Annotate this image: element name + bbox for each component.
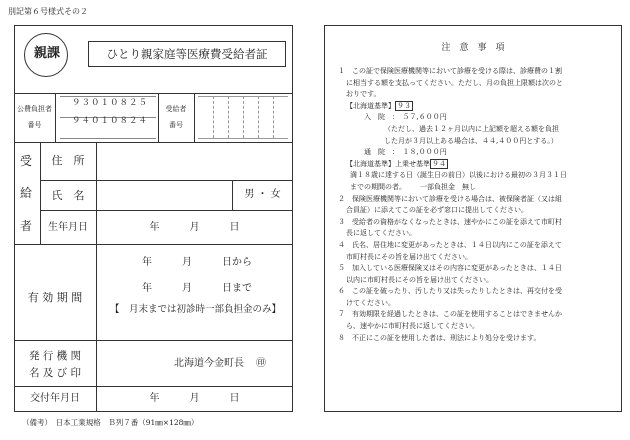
note-line: 長に返してください。	[346, 229, 416, 238]
certificate-title: ひとり親家庭等医療費受給者証	[106, 47, 268, 61]
recipient-char-2: 給	[20, 186, 33, 200]
issuer-label-2: 名 及 び 印	[28, 367, 81, 379]
payer-label-2: 番号	[27, 121, 42, 129]
validity-from: 年 月 日から	[142, 257, 252, 268]
note-line: に相当する額を支払ってください。ただし、月の負担上限額は次のと	[346, 78, 563, 87]
age-row	[338, 182, 610, 194]
form-number: 別記第６号様式その２	[8, 7, 88, 16]
payer-number-1: ９３０１０８２５	[72, 98, 149, 108]
note-line: ７ 有効期限を経過したときは、この証を使用することはできませんか	[338, 310, 562, 319]
note-line: （ただし、過去１２ヶ月以内に上記額を超える額を負担	[384, 124, 559, 133]
name-label: 氏 名	[51, 189, 85, 202]
recipient-number-cells	[198, 96, 288, 138]
recipient-char-3: 者	[20, 219, 33, 233]
note-line: けてください。	[346, 298, 395, 307]
issue-date-value: 年 月 日	[149, 393, 240, 404]
birth-value: 年 月 日	[149, 222, 240, 233]
note-line: 通 院 ： １８,０００円	[364, 148, 447, 157]
standard-row	[338, 101, 610, 113]
recipient-label-2: 番号	[169, 121, 183, 129]
note-line: 入 院 ： ５７,６００円	[364, 113, 447, 122]
note-line: までの期間の者。	[350, 182, 406, 191]
payer-number-2: ９４０１０８２４	[72, 116, 149, 126]
issue-date-label: 交付年月日	[30, 393, 80, 404]
validity-label: 有 効 期 間	[27, 291, 83, 304]
recipient-char-1: 受	[20, 154, 33, 168]
note-line: ８ 不正にこの証を使用した者は、刑法により処分を受けます。	[338, 333, 541, 342]
issuer-value: 北海道今金町長	[174, 358, 244, 369]
birth-label: 生年月日	[48, 222, 88, 233]
note-line: １ この証で保険医療機関等において診療を受ける際は、診療費の１割	[338, 67, 562, 75]
note-line: ３ 受給者の資格がなくなったときは、速やかにこの証を添えて市町村	[338, 217, 562, 226]
copay-note: 一部負担金 無し	[420, 182, 476, 191]
standard-label-2: 【北海道基準】上乗せ基準	[346, 159, 430, 168]
note-line: した月が３月以上ある場合は、４４,４００円とする。）	[384, 136, 558, 145]
address-label: 住 所	[51, 154, 85, 167]
notes-body	[338, 66, 610, 344]
note-line: おりです。	[346, 90, 381, 99]
seal-label: 親課	[33, 46, 60, 61]
standard-label: 【北海道基準】	[346, 101, 395, 110]
note-line: ら、速やかに市町村長に返してください。	[346, 322, 479, 331]
footer-note: （備考） 日本工業規格 Ｂ列７番（91㎜×128㎜）	[22, 418, 199, 427]
standard-row-2	[338, 159, 610, 171]
note-line: ２ 保険医療機関等において診療を受ける場合は、被保険者証（又は組	[338, 194, 562, 203]
validity-to: 年 月 日まで	[142, 283, 252, 294]
payer-label: 公費負担者	[17, 105, 52, 113]
note-line: 合員証）に添えてこの証を必ず窓口に提出してください。	[346, 206, 528, 215]
standard-code: ９３	[397, 101, 411, 110]
gender-options: 男 ・ 女	[244, 189, 281, 200]
note-line: 市町村長にその旨を届け出てください。	[346, 252, 472, 261]
issuer-label: 発 行 機 関	[28, 350, 81, 362]
note-line: 以内に市町村長にその旨を届け出てください。	[346, 275, 493, 284]
note-line: ４ 氏名、居住地に変更があったときは、１４日以内にこの証を添えて	[338, 240, 562, 249]
standard-code-2: ９４	[432, 159, 446, 168]
validity-note: 【 月末までは初診時一部負担金のみ】	[109, 304, 281, 315]
note-line: ６ この証を破ったり、汚したり又は失ったりしたときは、再交付を受	[338, 287, 562, 296]
note-line: ５ 加入している医療保険又はその内容に変更があったときは、１４日	[338, 264, 562, 273]
note-line: 満１８歳に達する日（誕生日の前日）以後における最初の３月３１日	[350, 171, 567, 180]
recipient-label: 受給者	[165, 105, 187, 113]
issuer-seal-mark: ㊞	[256, 358, 266, 369]
notes-title: 注 意 事 項	[441, 43, 505, 53]
